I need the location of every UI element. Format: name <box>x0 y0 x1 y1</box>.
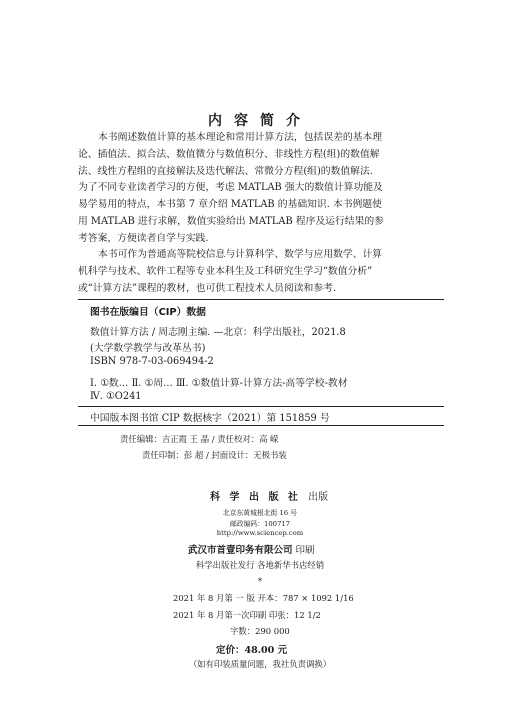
printer-suffix: 印刷 <box>295 545 315 556</box>
summary-line: 机科学与技术、软件工程等专业本科生及工科研究生学习“数值分析” <box>78 265 373 277</box>
cip-top-rule <box>78 299 444 300</box>
price-label: 定价： <box>216 645 245 656</box>
summary-paragraph-2 <box>78 247 444 297</box>
cip-bottom-rule <box>78 425 444 426</box>
editors-line: 责任印制：彭 超 / 封面设计：无极书装 <box>142 450 287 460</box>
cip-line: ISBN 978-7-03-069494-2 <box>90 356 214 367</box>
separator-star: * <box>257 576 263 586</box>
edition-line: 2021 年 8 月第 一 版 开本：787 × 1092 1/16 <box>173 593 354 603</box>
price-value: 48.00 元 <box>244 645 288 656</box>
publisher-name-line <box>210 488 328 503</box>
summary-line: 本书可作为普通高等院校信息与计算科学、数学与应用数学、计算 <box>98 249 383 260</box>
summary-line: 考答案，方便读者自学与实践. <box>78 232 209 244</box>
summary-line: 为了不同专业读者学习的方便，考虑 MATLAB 强大的数值计算功能及 <box>78 182 383 194</box>
cip-line: Ⅰ. ①数… Ⅱ. ①周… Ⅲ. ①数值计算-计算方法-高等学校-教材 <box>90 378 348 389</box>
summary-line: 法、线性方程组的直接解法及迭代解法、常微分方程(组)的数值解法. <box>78 165 373 177</box>
summary-line: 易学易用的特点，本书第 7 章介绍 MATLAB 的基础知识. 本书例题使 <box>78 199 382 211</box>
cip-heading: 图书在版编目（CIP）数据 <box>90 307 206 318</box>
summary-title: 内容简介 <box>208 113 312 129</box>
publisher-postcode: 邮政编码：100717 <box>230 520 290 528</box>
summary-line: 或“计算方法”课程的教材，也可供工程技术人员阅读和参考. <box>78 282 337 294</box>
cip-data-number: 中国版本图书馆 CIP 数据核字（2021）第 151859 号 <box>90 413 330 424</box>
cip-line: (大学数学教学与改革丛书) <box>90 343 206 354</box>
printer-name: 武汉市首壹印务有限公司 <box>188 545 293 556</box>
cip-line: 数值计算方法 / 周志刚主编. —北京：科学出版社，2021.8 <box>90 327 346 338</box>
word-count: 字数：290 000 <box>230 626 290 636</box>
publisher-website: http://www.sciencep.com <box>216 529 304 537</box>
publisher-name: 科 学 出 版 社 <box>210 492 301 503</box>
editors-line: 责任编辑：吉正霞 王 晶 / 责任校对：高 嵘 <box>120 434 279 444</box>
distribution-line: 科学出版社发行 各地新华书店经销 <box>195 560 325 570</box>
printer-line <box>188 542 315 556</box>
publisher-name-suffix: 出版 <box>308 492 329 503</box>
summary-line: 本书阐述数值计算的基本理论和常用计算方法，包括误差的基本理 <box>98 132 383 143</box>
summary-line: 用 MATLAB 进行求解，数值实验给出 MATLAB 程序及运行结果的参 <box>78 215 384 227</box>
price-line <box>216 642 287 656</box>
cip-line: Ⅳ. ①O241 <box>90 391 142 402</box>
publisher-address: 北京东黄城根北街 16 号 <box>222 509 298 517</box>
summary-paragraph-1 <box>78 130 444 248</box>
printing-line: 2021 年 8 月第一次印刷 印张：12 1/2 <box>173 610 321 620</box>
quality-notice: （如有印装质量问题，我社负责调换） <box>188 659 332 669</box>
summary-line: 论、插值法、拟合法、数值微分与数值积分、非线性方程(组)的数值解 <box>78 148 380 160</box>
cip-divider <box>78 406 444 407</box>
